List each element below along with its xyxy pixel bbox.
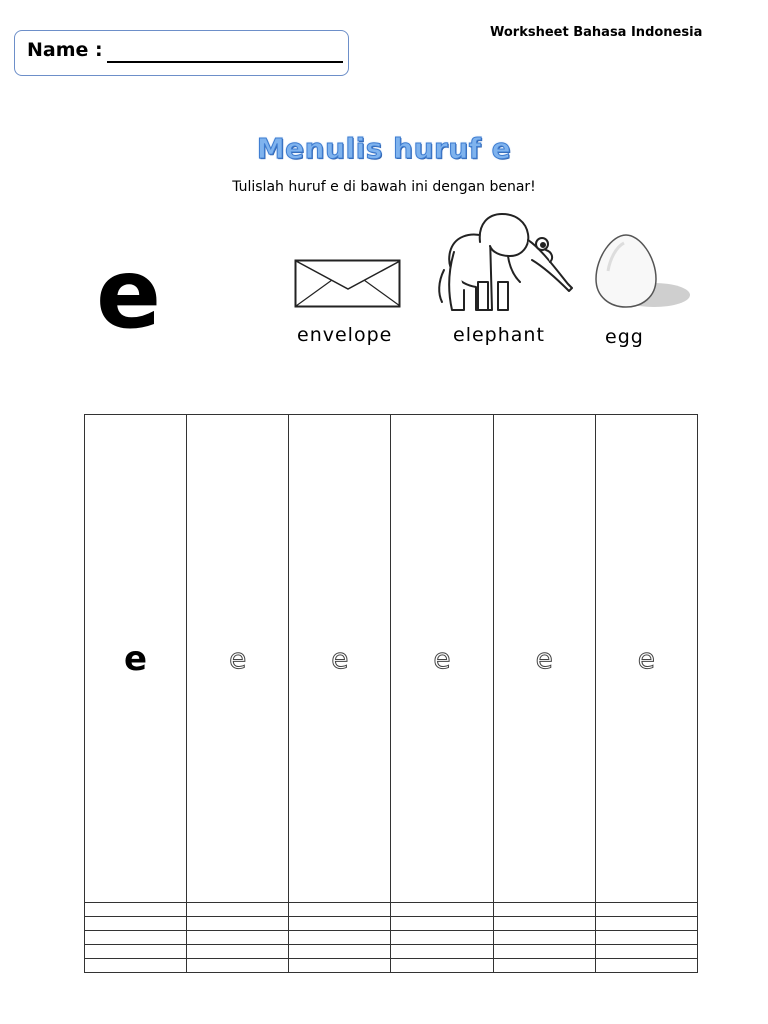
- grid-row-blank: [85, 959, 698, 973]
- grid-cell-blank[interactable]: [187, 931, 289, 945]
- name-field-box[interactable]: [14, 30, 349, 76]
- grid-cell-blank[interactable]: [493, 931, 595, 945]
- name-label: Name :: [27, 39, 103, 61]
- grid-cell-trace[interactable]: [187, 415, 289, 903]
- picture-label-envelope: envelope: [297, 324, 393, 346]
- envelope-icon: [294, 259, 402, 309]
- picture-label-egg: egg: [605, 326, 644, 348]
- grid-cell-blank[interactable]: [493, 917, 595, 931]
- grid-cell-trace[interactable]: [595, 415, 697, 903]
- grid-cell-blank[interactable]: [493, 945, 595, 959]
- grid-cell-blank[interactable]: [187, 945, 289, 959]
- grid-cell-blank[interactable]: [391, 917, 493, 931]
- instruction-text: Tulislah huruf e di bawah ini dengan benar!: [232, 179, 536, 195]
- grid-cell-blank[interactable]: [595, 917, 697, 931]
- grid-cell-blank[interactable]: [595, 903, 697, 917]
- name-write-line[interactable]: [107, 61, 343, 63]
- trace-letter: e: [433, 641, 451, 675]
- egg-icon: [594, 231, 692, 311]
- model-letter: e: [124, 638, 148, 679]
- grid-cell-blank[interactable]: [493, 959, 595, 973]
- grid-cell-blank[interactable]: [85, 903, 187, 917]
- grid-cell-blank[interactable]: [289, 917, 391, 931]
- grid-cell-trace[interactable]: [289, 415, 391, 903]
- grid-cell-blank[interactable]: [85, 945, 187, 959]
- grid-cell-blank[interactable]: [391, 931, 493, 945]
- grid-cell-blank[interactable]: [595, 945, 697, 959]
- grid-cell-blank[interactable]: [85, 917, 187, 931]
- grid-cell-blank[interactable]: [289, 959, 391, 973]
- grid-row-blank: [85, 917, 698, 931]
- grid-cell-blank[interactable]: [391, 945, 493, 959]
- elephant-icon: [436, 212, 576, 312]
- grid-row-blank: [85, 903, 698, 917]
- featured-letter: e: [96, 238, 162, 350]
- grid-cell-blank[interactable]: [85, 931, 187, 945]
- page-title: Menulis huruf e: [256, 132, 512, 165]
- grid-cell-blank[interactable]: [595, 959, 697, 973]
- grid-cell-blank[interactable]: [493, 903, 595, 917]
- worksheet-title: Worksheet Bahasa Indonesia: [490, 25, 703, 40]
- trace-letter: e: [535, 641, 553, 675]
- grid-cell-blank[interactable]: [85, 959, 187, 973]
- grid-cell-blank[interactable]: [187, 903, 289, 917]
- grid-row-model: [85, 415, 698, 903]
- grid-cell-blank[interactable]: [187, 917, 289, 931]
- trace-letter: e: [331, 641, 349, 675]
- grid-row-blank: [85, 945, 698, 959]
- trace-letter: e: [637, 641, 655, 675]
- practice-grid: [84, 414, 698, 973]
- grid-cell-blank[interactable]: [289, 931, 391, 945]
- picture-label-elephant: elephant: [453, 324, 545, 346]
- grid-cell-blank[interactable]: [391, 903, 493, 917]
- grid-cell-blank[interactable]: [595, 931, 697, 945]
- grid-cell-blank[interactable]: [187, 959, 289, 973]
- trace-letter: e: [229, 641, 247, 675]
- grid-cell-model: [85, 415, 187, 903]
- grid-cell-blank[interactable]: [289, 903, 391, 917]
- grid-cell-blank[interactable]: [391, 959, 493, 973]
- grid-cell-trace[interactable]: [391, 415, 493, 903]
- grid-cell-blank[interactable]: [289, 945, 391, 959]
- grid-row-blank: [85, 931, 698, 945]
- grid-cell-trace[interactable]: [493, 415, 595, 903]
